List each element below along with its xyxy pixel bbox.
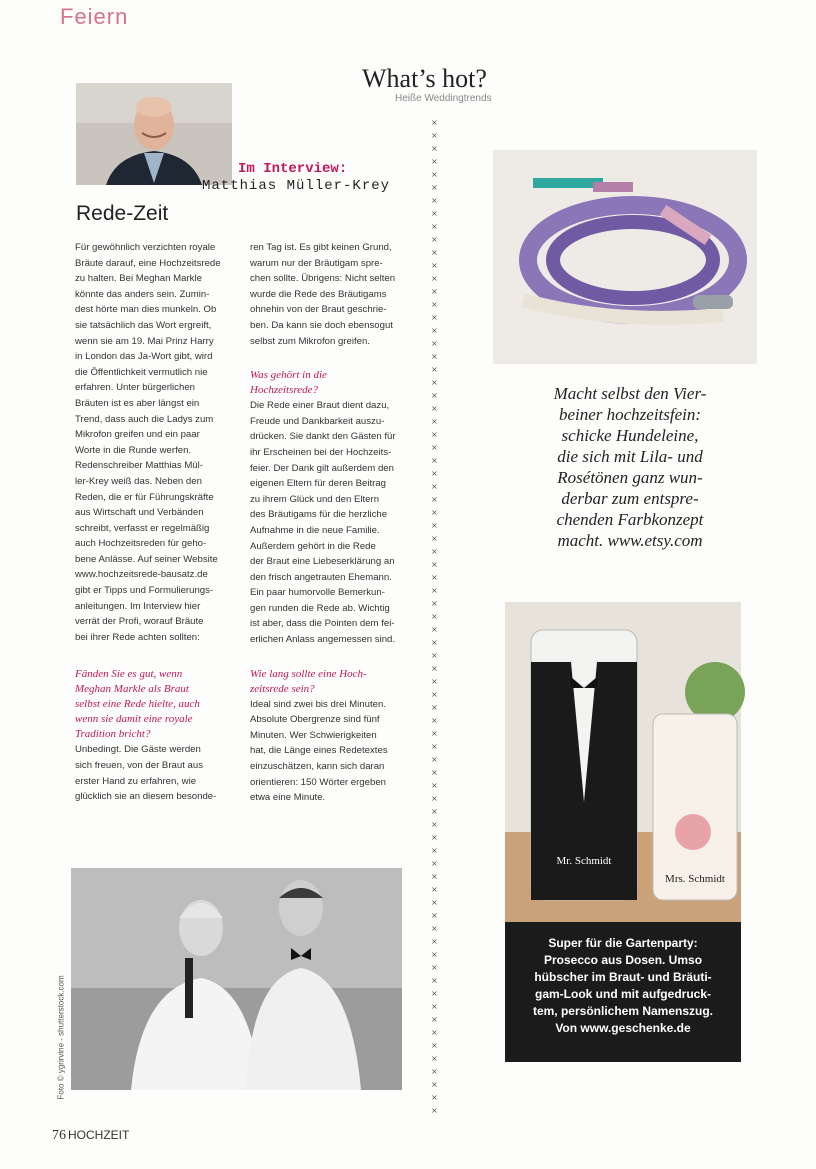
whats-hot-title: What’s hot?: [362, 64, 487, 93]
cross-stitch-divider: ×××××××××××××××××××××××××××××××××××××××××××××××××××××××××××××××××××××××××××××: [431, 118, 438, 1115]
answer-1: Unbedingt. Die Gäste werden sich freuen, von der Braut aus erster Hand zu erfahren, wie glücklich sie an diesem besonde-: [75, 744, 217, 803]
article-column-1: [75, 240, 240, 805]
question-2: Was gehört in die Hochzeitsrede?: [250, 369, 327, 397]
article-column-2: [250, 240, 408, 806]
prosecco-cans-photo: [505, 602, 741, 922]
intro-paragraph: Für gewöhnlich verzichten royale Bräute darauf, eine Hochzeitsrede zu halten. Bei Meghan Markle könnte das anders sein. Zumin- dest hörte man dies munkeln. Ob sie tatsächlich das Wort ergreift, wenn sie am 19. Mai Prinz Harry in London das Ja-Wort gibt, wird die Öffentlichkeit vermutlich nie erfahren. Unter bürgerlichen Bräuten ist es aber längst ein Trend, dass auch die Ladys zum Mikrofon greifen und ein paar Worte in die Runde werfen. Redenschreiber Matthias Mül- ler-Krey weiß das. Neben den Reden, die er für Führungskräfte aus Wirtschaft und Verbänden schreibt, verfasst er regelmäßig auch Hochzeitsreden für geho- bene Anlässe. Auf seiner Website www.hochzeitsrede-bausatz.de gibt er Tipps und Formulierungs- anleitungen. Im Interview hier verrät der Profi, worauf Bräute bei ihrer Rede achten sollten:: [75, 242, 221, 643]
interview-label: Im Interview:: [238, 161, 348, 177]
leash-caption: Macht selbst den Vier- beiner hochzeitsfein: schicke Hundeleine, die sich mit Lila- und Rosétönen ganz wun- derbar zum entspre- chenden Farbkonzept macht. www.etsy.com: [553, 384, 707, 550]
can-name-right: Mrs. Schmidt: [665, 873, 725, 885]
page-number: 76: [52, 1128, 66, 1143]
dog-leash-photo: [493, 150, 757, 364]
page-folio: [52, 1128, 129, 1144]
section-label: Feiern: [60, 4, 129, 29]
bride-speech-photo: [71, 868, 402, 1090]
speechwriter-portrait: [76, 83, 232, 185]
can-name-left: Mr. Schmidt: [556, 855, 612, 867]
magazine-name: HOCHZEIT: [68, 1128, 130, 1142]
answer-1-continued: ren Tag ist. Es gibt keinen Grund, warum nur der Bräutigam spre- chen sollte. Übrigens: Nicht selten wurde die Rede des Bräutigams ohnehin von der Braut geschrie- ben. Da kann sie doch ebensogut selbst zum Mikrofon greifen.: [250, 242, 396, 347]
question-1: Fänden Sie es gut, wenn Meghan Markle als Braut selbst eine Rede hielte, auch wenn sie damit eine royale Tradition bricht?: [75, 668, 200, 741]
prosecco-caption: Super für die Gartenparty: Prosecco aus Dosen. Umso hübscher im Braut- und Bräuti- gam-Look und mit aufgedruck- tem, persönlichem Namenszug. Von www.geschenke.de: [505, 922, 741, 1062]
whats-hot-subtitle: Heiße Weddingtrends: [395, 93, 492, 104]
question-3: Wie lang sollte eine Hoch- zeitsrede sein?: [250, 667, 367, 695]
photo-credit: Foto © ygrirvine - shutterstock.com: [56, 975, 66, 1100]
article-title: Rede-Zeit: [76, 202, 169, 225]
answer-2: Die Rede einer Braut dient dazu, Freude und Dankbarkeit auszu- drücken. Sie dankt den Gästen für ihr Erscheinen bei der Hochzeits- feier. Der Dank gilt außerdem den eigenen Eltern für deren Beitrag zu ihrem Glück und den Eltern des Bräutigams für die herzliche Aufnahme in die neue Familie. Außerdem gehört in die Rede der Braut eine Liebeserklärung an den frisch angetrauten Ehemann. Ein paar humorvolle Bemerkun- gen runden die Rede ab. Wichtig ist aber, dass die Pointen dem fei- erlichen Anlass angemessen sind.: [250, 400, 396, 646]
interview-name: Matthias Müller-Krey: [202, 178, 391, 194]
answer-3: Ideal sind zwei bis drei Minuten. Absolute Obergrenze sind fünf Minuten. Wer Schwierigkeiten hat, die Länge eines Redetextes einzuschätzen, kann sich daran orientieren: 150 Wörter ergeben etwa eine Minute.: [250, 698, 388, 804]
